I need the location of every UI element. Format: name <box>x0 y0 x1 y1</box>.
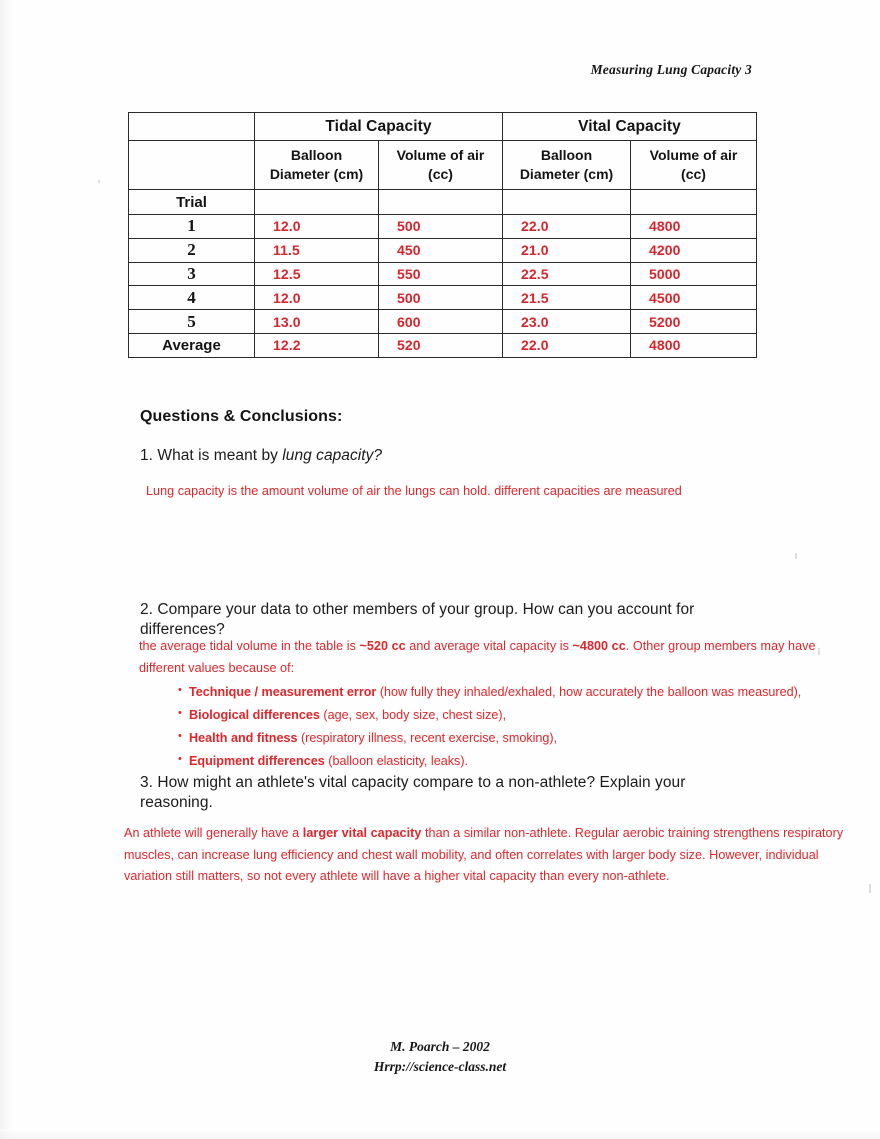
question-1-italic-term: lung capacity <box>282 447 374 464</box>
answer-2-mid: and average vital capacity is <box>405 639 573 653</box>
table-row <box>129 310 757 334</box>
cell-vital-volume-average: 4800 <box>631 333 757 357</box>
sub-header-tidal-balloon-diameter <box>255 141 379 190</box>
answer-3-bold: larger vital capacity <box>302 826 422 840</box>
cell-tidal-volume: 600 <box>379 310 503 334</box>
cell-tidal-diameter-average: 12.2 <box>255 333 379 357</box>
scan-speck <box>869 884 871 893</box>
sub-header-line2: (cc) <box>681 166 706 182</box>
question-2-number: 2. <box>140 601 154 618</box>
scan-edge-shadow-left <box>0 0 14 1139</box>
group-header-blank <box>129 113 255 141</box>
sub-header-vital-balloon-diameter <box>503 141 631 190</box>
sub-header-line1: Balloon <box>540 147 593 164</box>
footer-website: Hrrp://science-class.net <box>373 1058 507 1074</box>
table-sub-header-row <box>129 141 757 190</box>
answer-2-prefix: the average tidal volume in the table is <box>139 639 360 653</box>
page-footer <box>0 1037 880 1076</box>
cell-tidal-volume: 550 <box>379 262 503 286</box>
list-item <box>178 732 838 745</box>
question-3-number: 3. <box>140 774 154 791</box>
cell-tidal-diameter: 12.0 <box>255 286 379 310</box>
row-label-trial: Trial <box>129 190 255 215</box>
sub-header-blank <box>129 141 255 190</box>
cell-vital-volume: 4800 <box>631 215 757 239</box>
cell-trial: 1 <box>129 215 255 239</box>
answer-2-bullet-list <box>178 686 838 778</box>
question-1-question-mark: ? <box>373 447 383 464</box>
bullet-detail: (how fully they inhaled/exhaled, how accurately the balloon was measured), <box>376 685 802 699</box>
table-row <box>129 215 757 239</box>
cell-tidal-diameter: 12.5 <box>255 262 379 286</box>
question-3-text <box>140 773 720 814</box>
cell-tidal-volume: 450 <box>379 238 503 262</box>
answer-1: Lung capacity is the amount volume of air the lungs can hold. different capacities are measured <box>146 484 682 498</box>
cell-trial: 5 <box>129 310 255 334</box>
bullet-label: Equipment differences <box>189 754 325 769</box>
cell-trial: 2 <box>129 238 255 262</box>
bullet-label: Biological differences <box>189 708 320 723</box>
answer-2-bold-tidal: ~520 cc <box>359 639 406 653</box>
answer-3-prefix: An athlete will generally have a <box>124 826 303 840</box>
footer-author-year: M. Poarch – 2002 <box>390 1039 490 1054</box>
cell-tidal-diameter: 12.0 <box>255 215 379 239</box>
sub-header-line2: (cc) <box>428 166 453 182</box>
bullet-detail: (respiratory illness, recent exercise, smoking), <box>297 731 558 746</box>
cell-vital-volume: 5000 <box>631 262 757 286</box>
cell-vital-diameter: 23.0 <box>503 310 631 334</box>
answer-2-bold-vital: ~4800 cc <box>572 639 626 653</box>
question-1-text <box>140 446 740 466</box>
sub-header-line2: Diameter (cm) <box>519 166 614 182</box>
trial-row-blank-1 <box>255 190 379 215</box>
cell-vital-diameter: 21.5 <box>503 286 631 310</box>
lung-capacity-data-table <box>128 112 757 358</box>
cell-tidal-volume: 500 <box>379 286 503 310</box>
cell-vital-volume: 4500 <box>631 286 757 310</box>
scan-edge-shadow-bottom <box>0 1129 880 1139</box>
scan-speck <box>98 180 100 183</box>
table-row-average <box>129 333 757 357</box>
cell-vital-volume: 4200 <box>631 238 757 262</box>
question-1-prompt: What is meant by <box>157 447 278 464</box>
cell-vital-diameter: 22.5 <box>503 262 631 286</box>
answer-3 <box>124 823 850 888</box>
trial-row-blank-2 <box>379 190 503 215</box>
trial-row-blank-4 <box>631 190 757 215</box>
trial-row-blank-3 <box>503 190 631 215</box>
cell-trial: 3 <box>129 262 255 286</box>
sub-header-tidal-volume-of-air <box>379 141 503 190</box>
cell-tidal-diameter: 13.0 <box>255 310 379 334</box>
cell-trial: 4 <box>129 286 255 310</box>
cell-vital-diameter-average: 22.0 <box>503 333 631 357</box>
page-running-head: Measuring Lung Capacity 3 <box>590 62 752 77</box>
question-2-text <box>140 600 720 641</box>
question-2-prompt: Compare your data to other members of your group. How can you account for differences? <box>140 601 695 639</box>
table-row <box>129 238 757 262</box>
list-item <box>178 755 838 768</box>
answer-2 <box>139 636 839 679</box>
table-row <box>129 262 757 286</box>
question-1-number: 1. <box>140 447 154 464</box>
question-3-prompt: How might an athlete's vital capacity compare to a non-athlete? Explain your reasoning. <box>140 774 686 812</box>
list-item <box>178 686 838 699</box>
cell-vital-volume: 5200 <box>631 310 757 334</box>
bullet-label: Technique / measurement error <box>189 685 377 699</box>
cell-tidal-diameter: 11.5 <box>255 238 379 262</box>
table-group-header-row <box>129 113 757 141</box>
bullet-label: Health and fitness <box>189 731 298 746</box>
sub-header-line1: Volume of air <box>649 147 738 164</box>
cell-trial-average-label: Average <box>129 333 255 357</box>
bullet-detail: (balloon elasticity, leaks). <box>324 754 469 769</box>
answer-2-suffix: . Other group members may have different values because of: <box>139 639 816 675</box>
bullet-detail: (age, sex, body size, chest size), <box>319 708 507 723</box>
table-trial-label-row <box>129 190 757 215</box>
questions-conclusions-heading: Questions & Conclusions: <box>140 408 343 425</box>
list-item <box>178 709 838 722</box>
answer-3-suffix: than a similar non-athlete. Regular aerobic training strengthens respiratory muscles, can increase lung efficiency and chest wall mobility, and often correlates with larger body size. However, individual variation still matters, so not every athlete will have a higher vital capacity than every non-athlete. <box>124 826 844 884</box>
sub-header-vital-volume-of-air <box>631 141 757 190</box>
cell-vital-diameter: 21.0 <box>503 238 631 262</box>
cell-tidal-volume-average: 520 <box>379 333 503 357</box>
cell-tidal-volume: 500 <box>379 215 503 239</box>
sub-header-line2: Diameter (cm) <box>269 166 364 182</box>
cell-vital-diameter: 22.0 <box>503 215 631 239</box>
group-header-vital-capacity: Vital Capacity <box>503 113 757 141</box>
table-row <box>129 286 757 310</box>
sub-header-line1: Balloon <box>290 147 343 164</box>
scan-speck <box>795 553 797 559</box>
sub-header-line1: Volume of air <box>396 147 485 164</box>
group-header-tidal-capacity: Tidal Capacity <box>255 113 503 141</box>
